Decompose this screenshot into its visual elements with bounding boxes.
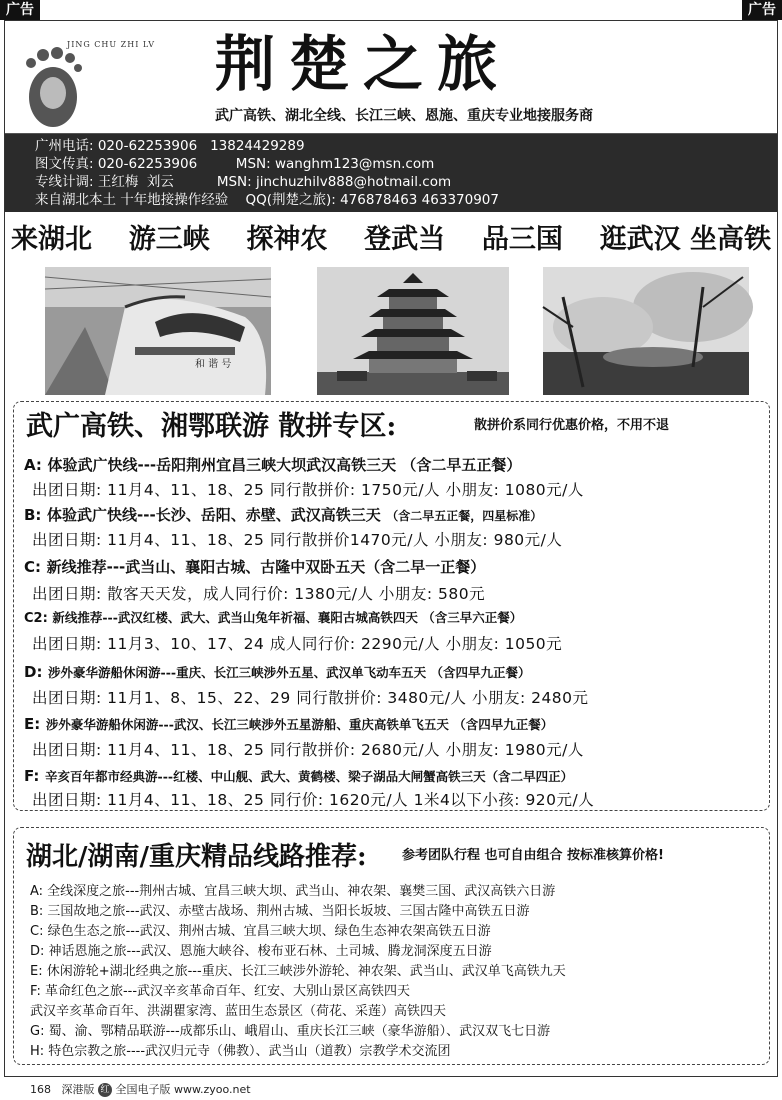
edition-badge-icon: 红: [98, 1083, 112, 1097]
route-title: E: 涉外豪华游船休闲游---武汉、长江三峡涉外五星游船、重庆高铁单飞五天 （含四早九正餐）: [24, 715, 554, 733]
page-title: 荆楚之旅: [215, 30, 511, 100]
slogan-item: 逛武汉 坐高铁: [599, 224, 771, 255]
ad-tag-left: 广告: [0, 0, 40, 20]
route-title: B: 体验武广快线---长沙、岳阳、赤壁、武汉高铁三天 （含二早五正餐，四星标准）: [24, 506, 543, 524]
section-heading: 湖北/湖南/重庆精品线路推荐:: [26, 842, 367, 872]
section-note: 散拼价系同行优惠价格，不用不退: [474, 418, 670, 433]
contact-planners-msn: 专线计调: 王红梅 刘云 MSN: jinchuzhilv888@hotmail.com: [35, 174, 452, 190]
section-heading: 武广高铁、湘鄂联游 散拼专区:: [26, 411, 397, 442]
slogan-item: 来湖北: [11, 224, 92, 255]
route-departure: 出团日期: 11月4、11、18、25 同行散拼价: 2680元/人 小朋友: 1980元/人: [32, 741, 584, 759]
route-title: F: 辛亥百年都市经典游---红楼、中山舰、武大、黄鹤楼、梁子湖品大闸蟹高铁三天（含二早四正）: [24, 767, 574, 785]
group-tour-section: [13, 401, 770, 811]
route-departure: 出团日期: 散客天天发，成人同行价: 1380元/人 小朋友: 580元: [32, 585, 486, 603]
recommended-route: F: 革命红色之旅---武汉辛亥革命百年、红安、大别山景区高铁四天: [30, 984, 411, 999]
recommended-routes-section: [13, 827, 770, 1065]
advert-page: [4, 20, 778, 1077]
route-departure: 出团日期: 11月4、11、18、25 同行散拼价: 1750元/人 小朋友: 1080元/人: [32, 481, 584, 499]
ad-tag-right: 广告: [742, 0, 782, 20]
contact-band: [5, 134, 777, 212]
route-departure: 出团日期: 11月4、11、18、25 同行价: 1620元/人 1米4以下小孩: 920元/人: [32, 791, 595, 809]
recommended-route: E: 休闲游轮+湖北经典之旅---重庆、长江三峡涉外游轮、神农架、武当山、武汉单飞高铁九天: [30, 964, 566, 979]
slogan-item: 探神农: [246, 224, 328, 255]
route-title: C2: 新线推荐---武汉红楼、武大、武当山兔年祈福、襄阳古城高铁四天 （含三早六正餐）: [24, 610, 523, 626]
page-number: 168: [30, 1083, 51, 1096]
high-speed-train-photo: [45, 267, 271, 395]
contact-qq: 来自湖北本土 十年地接操作经验 QQ(荆楚之旅): 476878463 463370907: [35, 192, 499, 208]
route-title: C: 新线推荐---武当山、襄阳古城、古隆中双卧五天（含二早一正餐）: [24, 558, 486, 576]
page-subtitle: 武广高铁、湖北全线、长江三峡、恩施、重庆专业地接服务商: [215, 108, 593, 124]
recommended-route: G: 蜀、渝、鄂精品联游---成都乐山、峨眉山、重庆长江三峡（豪华游船）、武汉双飞七日游: [30, 1024, 551, 1039]
route-title: A: 体验武广快线---岳阳荆州宜昌三峡大坝武汉高铁三天 （含二早五正餐）: [24, 456, 522, 474]
edition-label: 深港版: [61, 1083, 95, 1096]
recommended-route: B: 三国故地之旅---武汉、赤壁古战场、荆州古城、当阳长坂坡、三国古隆中高铁五日游: [30, 904, 530, 919]
section-note: 参考团队行程 也可自由组合 按标准核算价格!: [402, 848, 664, 863]
route-departure: 出团日期: 11月3、10、17、24 成人同行价: 2290元/人 小朋友: 1050元: [32, 635, 563, 653]
yellow-crane-tower-photo: [317, 267, 509, 395]
route-departure: 出团日期: 11月1、8、15、22、29 同行散拼价: 3480元/人 小朋友: 2480元: [32, 689, 589, 707]
cherry-blossom-photo: [543, 267, 749, 395]
recommended-route: H: 特色宗教之旅----武汉归元寺（佛教）、武当山（道教）宗教学术交流团: [30, 1044, 451, 1059]
recommended-route: 武汉辛亥革命百年、洪湖瞿家湾、蓝田生态景区（荷花、采莲）高铁四天: [30, 1004, 447, 1019]
slogan-bar: [11, 217, 771, 256]
logo-text: JING CHU ZHI LV: [67, 40, 156, 49]
route-departure: 出团日期: 11月4、11、18、25 同行散拼价1470元/人 小朋友: 980元/人: [32, 531, 563, 549]
footprint-logo-icon: [15, 33, 156, 133]
contact-fax-msn: 图文传真: 020-62253906 MSN: wanghm123@msn.com: [35, 156, 435, 172]
recommended-route: C: 绿色生态之旅---武汉、荆州古城、宜昌三峡大坝、绿色生态神农架高铁五日游: [30, 924, 491, 939]
slogan-item: 登武当: [364, 224, 446, 255]
slogan-item: 游三峡: [128, 224, 210, 255]
recommended-route: A: 全线深度之旅---荆州古城、宜昌三峡大坝、武当山、神农架、襄樊三国、武汉高铁六日游: [30, 884, 556, 899]
route-title: D: 涉外豪华游船休闲游---重庆、长江三峡涉外五星、武汉单飞动车五天 （含四早九正餐）: [24, 663, 531, 681]
contact-phone: 广州电话: 020-62253906 13824429289: [35, 138, 305, 154]
svg-text:和 谐 号: 和 谐 号: [195, 359, 232, 370]
recommended-route: D: 神话恩施之旅---武汉、恩施大峡谷、梭布亚石林、土司城、腾龙洞深度五日游: [30, 944, 492, 959]
page-footer: [30, 1081, 251, 1097]
header: [5, 21, 777, 134]
slogan-item: 品三国: [481, 224, 563, 255]
website-link[interactable]: 全国电子版 www.zyoo.net: [115, 1083, 251, 1096]
